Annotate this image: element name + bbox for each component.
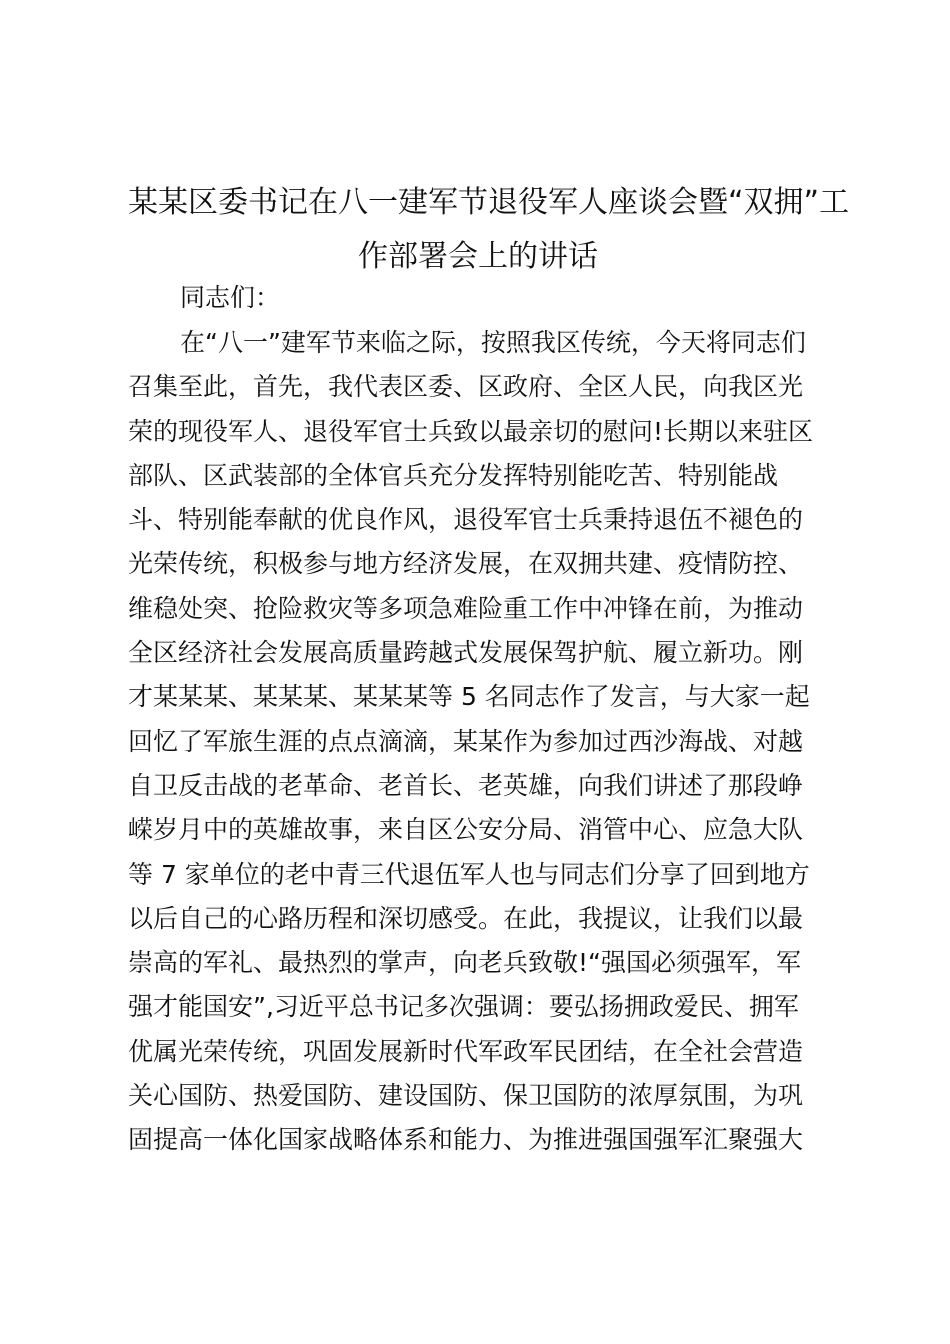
body-line: 以后自己的心路历程和深切感受。在此，我提议，让我们以最: [128, 903, 804, 933]
body-line: 自卫反击战的老革命、老首长、老英雄，向我们讲述了那段峥: [128, 770, 804, 800]
body-line: 固提高一体化国家战略体系和能力、为推进强国强军汇聚强大: [128, 1125, 804, 1155]
body-line: 嵘岁月中的英雄故事，来自区公安分局、消管中心、应急大队: [128, 815, 804, 845]
body-line: 关心国防、热爱国防、建设国防、保卫国防的浓厚氛围，为巩: [128, 1081, 804, 1111]
title-line: 作部署会上的讲话: [358, 239, 598, 274]
body-line: 强才能国安”,习近平总书记多次强调：要弘扬拥政爱民、拥军: [128, 992, 799, 1022]
body-line: 光荣传统，积极参与地方经济发展，在双拥共建、疫情防控、: [128, 549, 804, 579]
body-paragraph: [128, 321, 838, 1163]
body-line: 斗、特别能奉献的优良作风，退役军官士兵秉持退伍不褪色的: [128, 505, 804, 535]
title-line: 某某区委书记在八一建军节退役军人座谈会暨“双拥”工: [128, 185, 850, 220]
body-line: 在“八一”建军节来临之际，按照我区传统，今天将同志们: [180, 328, 806, 357]
body-line: 荣的现役军人、退役军官士兵致以最亲切的慰问!长期以来驻区: [128, 416, 814, 446]
body-line: 回忆了军旅生涯的点点滴滴，某某作为参加过西沙海战、对越: [128, 726, 804, 756]
body-line: 部队、区武装部的全体官兵充分发挥特别能吃苦、特别能战: [128, 460, 779, 490]
body-line: 全区经济社会发展高质量跨越式发展保驾护航、履立新功。刚: [128, 638, 804, 668]
body-line: 优属光荣传统，巩固发展新时代军政军民团结，在全社会营造: [128, 1036, 804, 1066]
body-line: 召集至此，首先，我代表区委、区政府、全区人民，向我区光: [128, 372, 804, 402]
salutation: 同志们：: [180, 283, 281, 312]
document-title: [128, 176, 850, 284]
body-line: 等 7 家单位的老中青三代退伍军人也与同志们分享了回到地方: [128, 859, 810, 889]
body-line: 维稳处突、抢险救灾等多项急难险重工作中冲锋在前，为推动: [128, 593, 804, 623]
body-line: 才某某某、某某某、某某某等 5 名同志作了发言，与大家一起: [128, 682, 810, 712]
body-line: 崇高的军礼、最热烈的掌声，向老兵致敬!“强国必须强军，军: [128, 948, 801, 978]
